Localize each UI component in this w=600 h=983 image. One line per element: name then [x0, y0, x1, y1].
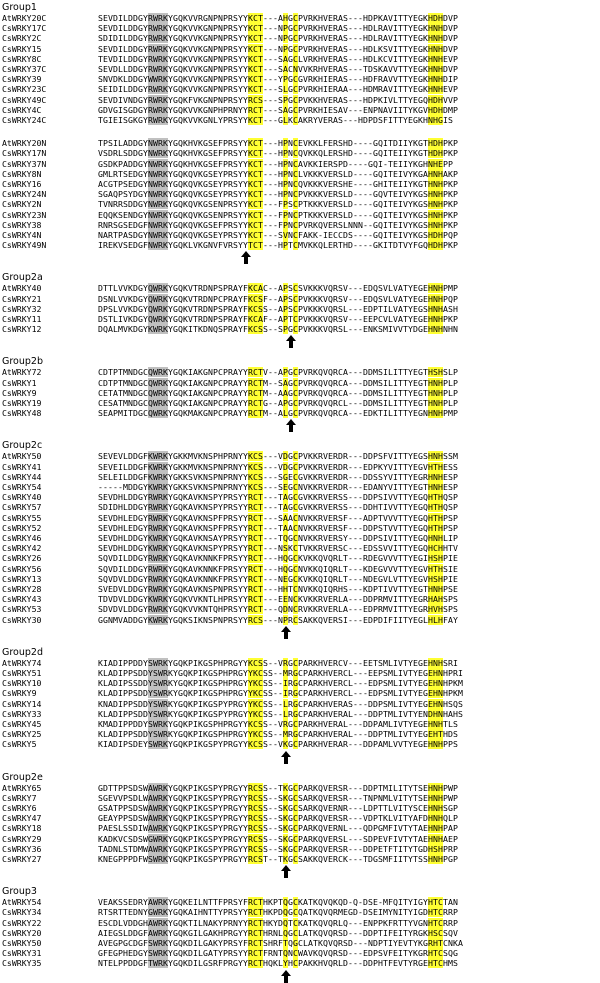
sequence-residues: KLADIPPSDDYSWRKYGQKPIKGSPHPRGYYKCSS--MRGCPARKHVERCL---EEPSMLIVTYEGEHNHPRI	[98, 668, 463, 678]
sequence-name: AtWRKY74	[2, 657, 42, 668]
sequence-name: CsWRKY22	[2, 917, 42, 928]
sequence-name: CsWRKY23N	[2, 209, 47, 220]
sequence-residues: KNADIPPSDDYSWRKYGQKPIKGSPYPRGYYKCSS--LRGCPARKHVERAS---DDPSMLIVTYEGEHNHSQS	[98, 698, 463, 709]
sequence-residues: CDTPTMNDGCQWRKYGQKIAKGNPCPRAYYRCTV--APGCPVRKQVQRCA---DDMSILITTYEGTHSHSLP	[98, 367, 458, 378]
intron-position-arrow-icon	[286, 419, 296, 432]
sequence-residues: SEIDILDDGYRWRKYGQKVVKGNPNPRSYYKCT---SLGCPVRKHIERAA---HDMRAVITTYEGKHNHEVP	[98, 84, 458, 95]
sequence-residues: TDVDVLDDGYKWRKYGQKVVKNTLHPRSYYRCT---EENCKVKKRVERLA---DDPRMVITTYEGRHAHSPS	[98, 594, 458, 605]
group-label: Group2a	[2, 272, 43, 284]
sequence-name: CsWRKY57	[2, 502, 42, 513]
sequence-name: CsWRKY13	[2, 573, 42, 584]
sequence-name: CsWRKY37N	[2, 158, 47, 169]
sequence-name: CsWRKY7	[2, 792, 37, 803]
sequence-residues: SEVDHLDDGYKWRKYGQKAVKNSAYPRSYYRCT---TQGCNVKKRVERSY---DDPSIVITTYEGQHNHLIP	[98, 533, 458, 543]
sequence-name: CsWRKY33	[2, 708, 42, 719]
sequence-name: CsWRKY24C	[2, 115, 47, 125]
sequence-residues: SEVDIVNDGYRWRKYGQKFVKGNPNPRSYYRCS---SPGCPVKKHVERAS---HDPKIVLTTYEGQHDHVVP	[98, 94, 458, 105]
sequence-name: CsWRKY5	[2, 739, 37, 750]
sequence-residues: SEVDHLDDGYKWRKYGQKAVKNSPYPRSYYRCT---NSKCTVKKRVERSC---EDSSVVITTYEGQHCHHTV	[98, 543, 458, 554]
sequence-residues: GSDKPADDGYNWRKYGQKHVKGSEFPRSYYKCT---HPNCAVKKIERSPD----GQI-TEIIYKGHNHEPP	[98, 158, 453, 169]
group-label: Group2c	[2, 440, 43, 452]
sequence-name: CsWRKY8N	[2, 168, 42, 179]
sequence-residues: SEVDHLDDGYRWRKYGQKAVKNSPYPRSYYRCT---TAGCGVKKRVERSS---DDPSIVVTTYEGQHTHQSP	[98, 492, 458, 503]
sequence-name: CsWRKY41	[2, 461, 42, 472]
sequence-name: CsWRKY30	[2, 614, 42, 625]
sequence-residues: DTTLVVKDGYQWRKYGQKVTRDNPSPRAYFKCAC--APSCSVKKKVQRSV---EDQSVLVATYEGEHNHPMP	[98, 283, 458, 294]
sequence-name: CsWRKY17C	[2, 23, 47, 34]
sequence-residues: TEVDILDDGYRWRKYGQKVVKGNPNPRSYYKCT---SAGCLVRKHVERAS---HDLKCVITTYEGKHNHEVP	[98, 53, 458, 64]
sequence-residues: SEVDILDDGYRWRKYGQKVVKGNPNPRSYYKCT---NPGCPVRKHVERAS---HDLRAVITTYEGKHNHDVP	[98, 23, 458, 34]
sequence-residues: -----MDDGYKWRKYGKKSVKNSPNPRNYYKCS---SEGCNVKKRVERDR---EDANYVITTYEGTHNHESP	[98, 482, 458, 492]
sequence-name: CsWRKY1	[2, 377, 37, 388]
sequence-name: CsWRKY23C	[2, 84, 47, 95]
sequence-name: CsWRKY9	[2, 387, 37, 398]
sequence-name: CsWRKY46	[2, 533, 42, 543]
sequence-name: CsWRKY47	[2, 813, 42, 824]
sequence-residues: VEAKSSEDRYAWRKYGQKEILNTTFPRSYFRCTHKPTQGCKATKQVQKQD-Q-DSE-MFQITYIGYHTCTAN	[98, 897, 458, 908]
sequence-name: CsWRKY36	[2, 843, 42, 854]
sequence-residues: TADNLSTDMWAWRKYGQKPIKGSPYPRGYYRCSS--SKGCPARKQVERSR---DDPETFTITYTGDHSHPRP	[98, 843, 458, 854]
group-label: Group2b	[2, 356, 43, 368]
sequence-residues: SEVDHLEDGYRWRKYGQKAVKNSPFPRSYYRCT---TAACNVKKRVERSF---DDPSTVVTTYEGQHTHPSP	[98, 522, 458, 533]
sequence-name: CsWRKY37C	[2, 64, 47, 74]
sequence-residues: GDTTPPSDSWAWRKYGQKPIKGSPYPRGYYRCSS--TKGCPARKQVERSR---DDPTMILITYTSEHNHPWP	[98, 782, 458, 793]
sequence-residues: SDIDHLDDGYRWRKYGQKAVKNSPYPRSYYRCT---TAGCGVKKRVERSS---DDHTIVVTTYEGQHTHQSP	[98, 502, 458, 513]
sequence-residues: DSNLVVKDGYQWRKYGQKVTRDNPCPRAYFKCSF--APSCPVKKKVQRSV---EDQSVLVATYEGEHNHPQP	[98, 293, 458, 304]
sequence-name: CsWRKY50	[2, 938, 42, 948]
sequence-name: AtWRKY50	[2, 451, 42, 462]
sequence-residues: SDVDVLDDGYRWRKYGQKVVKNTQHPRSYYRCT---QDNCRVKKRVERLA---EDPRMVITTYEGRHVHSPS	[98, 604, 458, 615]
sequence-name: AtWRKY40	[2, 283, 42, 294]
sequence-residues: GGNMVADDGYKWRKYGQKSIKNSPNPRSYYRCS---NPRCSAKKQVERSI---EDPDIFIITYEGLHLHFAY	[98, 614, 458, 625]
sequence-residues: PAESLSSDIWAWRKYGQKPIKGSPYPRGYYRCSS--SKGCPARKQVERNL---QDPGMFIVTYTAEHNHPAP	[98, 823, 458, 834]
sequence-name: AtWRKY72	[2, 367, 42, 378]
sequence-residues: ESCDLVDDGHAWRKYGQKTILNAKYPRNYYRCTHKYDQTCKATKQVQRLQ---ENPPKFRTTYVGNHTCRRP	[98, 917, 458, 928]
sequence-residues: SDIDILDDGYRWRKYGQKVVKGNPNPRSYYKCT---NPGCPVRKHVERAS---HDLRAVITTYEGKHNHDVP	[98, 33, 458, 44]
sequence-name: CsWRKY45	[2, 719, 42, 729]
sequence-residues: KLADIPSSDDYSWRKYGQKPIKGSPHPRGYYKCSS--IRGCPARKHVERCL---EDPSMLIVTYEGEHNHPKM	[98, 678, 463, 689]
sequence-residues: SGEVVPSDLWAWRKYGQKPIKGSPYPRGYYRCSS--SKGCSARKQVERSR---TNPNMLVITYTSEHNHPWP	[98, 792, 458, 803]
sequence-name: CsWRKY2C	[2, 33, 42, 44]
sequence-residues: RTSRTTEDNYGWRKYGQKAIHNTTYPRSYYRCTHKPDQGCQATKQVQRMEGD-DSEIMYNITYIGDHTCRRP	[98, 907, 458, 918]
sequence-name: CsWRKY18	[2, 823, 42, 834]
sequence-residues: NTELPPDDGFTWRKYGQKDILGSRFPRGYYRCTHQKLYHCPAKKHVQRLD---DDPHTFEVTYRGEHTCHMS	[98, 958, 458, 969]
sequence-residues: KADKVCSDSWGWRKYGQKPIKGSPYPRGYYRCSS--SKGCPARKQVERSL---SDPEVFIVTYTAEHNHAEP	[98, 833, 458, 844]
sequence-residues: KIADIPSDEYSWRKYGQKPIKGSPYPRGYYKCSS--VKGCPARKHVERAR---DDPAMLVVTYEGEHNHPPS	[98, 739, 458, 750]
sequence-residues: SEVDILDDGYRWRKYGQKVVRGNPNPRSYYKCT---AHGCPVRKHVERAS---HDPKAVITTYEGKHDHDVP	[98, 13, 458, 23]
sequence-name: CsWRKY20	[2, 927, 42, 938]
sequence-residues: SEVEILDDGFKWRKYGKKMVKNSPNPRNYYKCS---VDGCPVKKRVERDR---EDPKYVITTYEGVHTHESS	[98, 461, 458, 472]
sequence-residues: GFEGPHEDGYSWRKYGQKDILGATYPRSYYRCTFRNTQNCWAVKQVQRSD---EDPSVFEITYKGRHTCSQG	[98, 948, 458, 959]
sequence-residues: KLADIPPSDDYSWRKYGQKPIKGSPHPRGYYKCSS--MRGCPARKHVERAL---DDPTMLIVTYEGEHTHDS	[98, 729, 458, 740]
sequence-name: CsWRKY9	[2, 688, 37, 699]
intron-position-arrow-icon	[281, 626, 291, 639]
sequence-name: CsWRKY56	[2, 563, 42, 574]
sequence-residues: TVNRRSDDGYNWRKYGQKQVKGSENPRSYYKCT---FPSCPTKKKVERSLD----GQITEIVYKGSHNHPKP	[98, 199, 458, 210]
sequence-name: CsWRKY14	[2, 698, 42, 709]
sequence-name: AtWRKY65	[2, 782, 42, 793]
sequence-name: CsWRKY10	[2, 678, 42, 689]
sequence-residues: AVEGPGCDGFSWRKYGQKDILGAKYPRSYFRCTSHRFTQGCLATKQVQRSD---NDPTIYEVTYKGRHTCNKA	[98, 938, 463, 948]
sequence-residues: NARTPASDGYNWRKYGQKQVKGSEYPRSYYKCT---SVNCFAKK-IECCDS----GQITEIVYKGSHDHPQP	[98, 230, 458, 240]
sequence-residues: DQALMVKDGYKWRKYGQKITKDNQSPRAYFKCSS--SPGCPVKKKVQRSL---ENKSMIVVTYDGEHNHNHN	[98, 324, 458, 335]
sequence-residues: EQQKSENDGYNWRKYGQKQVKGSENPRSYYKCT---FPNCPTKKKVERSLD----GQITEIVYKGSHNHPKP	[98, 209, 458, 220]
sequence-name: CsWRKY40	[2, 492, 42, 503]
sequence-name: CsWRKY6	[2, 803, 37, 813]
sequence-residues: IREKVSEDGFNWRKYGQKLVKGNVFVRSYYTCT---HPTCMVKKQLERTHD----GKITDTVYFGQHDHPKP	[98, 240, 458, 251]
group-label: Group2d	[2, 646, 43, 658]
sequence-name: CsWRKY44	[2, 471, 42, 482]
sequence-residues: SNVDKLDDGYWWRKYGQKVVKGNPNPRSYYKCT---YPGCGVRKHIERAS---HDFRAVVTTYEGKHNHDIP	[98, 74, 458, 85]
sequence-name: CsWRKY48	[2, 408, 42, 419]
intron-position-arrow-icon	[281, 865, 291, 878]
sequence-name: CsWRKY24N	[2, 189, 47, 200]
group-label: Group1	[2, 2, 37, 13]
intron-position-arrow-icon	[281, 970, 291, 983]
sequence-residues: SEVEVLDDGFKWRKYGKKMVKNSPHPRNYYKCS---VDGCPVKKRVERDR---DDPSFVITTYEGSHNHSSM	[98, 451, 458, 462]
sequence-name: CsWRKY32	[2, 303, 42, 314]
sequence-residues: KLADIPPSDDYSWRKYGQKPIKGSPHPRGYYKCSS--IRGCPARKHVERCL---EDPSMLIVTYEGEHNHPKM	[98, 688, 463, 699]
sequence-name: CsWRKY29	[2, 833, 42, 844]
intron-position-arrow-icon	[281, 751, 291, 764]
sequence-residues: GSATPPSDSWAWRKYGQKPIKGSPYPRGYYRCSS--SKGCSARKQVERNR---LDPTTLVITYSCEHNHSGP	[98, 803, 458, 813]
sequence-name: CsWRKY42	[2, 543, 42, 554]
sequence-residues: GEAYPPSDSWAWRKYGQKPIKGSPYPRGYYRCSS--SKGCPARKQVERSR---VDPTKLVITYAFDHNHQLP	[98, 813, 458, 824]
sequence-residues: CESATMNDGCQWRKYGQKIAKGNPCPRAYYRCTG--APGCPVRKQVQRCL---DDMSILITTYEGTHNHPLP	[98, 398, 458, 408]
sequence-residues: VSDRLSDDGYNWRKYGQKHVKGSEFPRSYYKCT---HPNCQVKKQLERSHD----GQITEIIYKGTHDHPKP	[98, 148, 458, 159]
intron-position-arrow-icon	[286, 335, 296, 348]
sequence-residues: KMADIPPDDYSWRKYGQKPIKGSPHPRGYYKCSS--VRGCPARKHVERAL---DDPAMLIVTYEGEHNHTLS	[98, 719, 458, 729]
sequence-residues: TGIEISGKGYRWRKYGQKVVKGNLYPRSYYKCT---GLKCAKRYVERAS---HDPDSFITTYEGKHNHGIS	[98, 115, 453, 125]
sequence-name: CsWRKY17N	[2, 148, 47, 159]
sequence-residues: CDTPTMNDGCQWRKYGQKIAKGNPCPRAYYRCTM--SAGCPVRKQVQRCA---DDMSILITTYEGTHNHPLP	[98, 377, 458, 388]
sequence-name: CsWRKY16	[2, 179, 42, 189]
sequence-name: AtWRKY20N	[2, 138, 47, 149]
sequence-name: CsWRKY43	[2, 594, 42, 605]
sequence-residues: KIADIPPDDYSWRKYGQKPIKGSPHPRGYYKCSS--VRGCPARKHVERCV---EETSMLIVTYEGEHNHSRI	[98, 657, 458, 668]
sequence-residues: SEVDILDDGYRWRKYGQKVVKGNPNPRSYYKCT---NPGCPVRKHVERAS---HDLKSVITTYEGKHNHDVP	[98, 43, 458, 54]
sequence-name: CsWRKY21	[2, 293, 42, 304]
sequence-name: CsWRKY12	[2, 324, 42, 335]
sequence-residues: KLADIPPSDDYSWRKYGQKPIKGSPYPRGYYKCSS--LRGCPARKHVERAL---DDPTMLIVTYENDHNHAHS	[98, 708, 463, 719]
sequence-residues: RNRSGSEDGFNWRKYGQKQVKGSEFPRSYYKCT---FPNCPVRKQVERSLNNN--GQITEIVYKGSHNHPKP	[98, 219, 458, 230]
group-label: Group2e	[2, 771, 43, 783]
sequence-residues: SVEDVLDDGYRWRKYGQKAVKNSPNPRSYYRCT---HHTCNVKKQIQRHS---KDPTIVVTTYEGTHNHPSE	[98, 584, 458, 594]
sequence-residues: ACGTPSEDGYNWRKYGQKQVKGSEYPRSYYKCT---HPNCQVKKKVERSHE----GHITEIIYKGTHNHPKP	[98, 179, 458, 189]
sequence-name: CsWRKY38	[2, 219, 42, 230]
sequence-residues: SEVDHLEDGYRWRKYGQKAVKNSPFPRSYYRCT---SAACNVKKRVERSF---ADPTVVVTTYEGQHTHPSP	[98, 512, 458, 523]
sequence-residues: SQVDILDDGYRWRKYGQKAVKNNKFPRSYYRCT---HQGCNVKKQIQRLT---KDEGVVVTTYEGVHTHSIE	[98, 563, 458, 574]
sequence-residues: GDVGISGDGYRWRKYGQKVVKGNPHPRNYYRCT---SAGCPVRKHIESAV---ENPNAVIITYKGVHDHDMP	[98, 104, 458, 115]
sequence-name: CsWRKY2N	[2, 199, 42, 210]
sequence-name: CsWRKY4N	[2, 230, 42, 240]
sequence-residues: DPSLVVKDGYQWRKYGQKVTRDNPSPRAYFKCSS--APSCPVKKKVQRSL---EDPTILVATYEGSHNHASH	[98, 303, 458, 314]
sequence-name: CsWRKY49C	[2, 94, 47, 105]
sequence-residues: SQVDILDDGYRWRKYGQKAVKNNKFPRSYYRCT---HQGCKVKKQVQRLT---RDEGVVVTTYEGIHSHPIE	[98, 553, 458, 564]
sequence-residues: SQVDVLDDGYRWRKYGQKAVKNNKFPRSYYRCT---NEGCKVKKQIQRLT---NDEGVLVTTYEGVHSHPIE	[98, 573, 458, 584]
sequence-name: CsWRKY11	[2, 314, 42, 324]
sequence-name: AtWRKY54	[2, 897, 42, 908]
sequence-name: CsWRKY53	[2, 604, 42, 615]
sequence-residues: SEAPMITDGCQWRKYGQKMAKGNPCPRAYYRCTM--ALGCPVRKQVQRCA---EDKTILITTYEGNHNHPMP	[98, 408, 458, 419]
sequence-residues: TPSILADDGYNWRKYGQKHVKGSEFPRSYYKCT---HPNCEVKKLFERSHD----GQITDIIYKGTHDHPKP	[98, 138, 458, 149]
sequence-name: CsWRKY34	[2, 907, 42, 918]
sequence-name: CsWRKY27	[2, 854, 42, 864]
sequence-name: CsWRKY52	[2, 522, 42, 533]
sequence-name: CsWRKY55	[2, 512, 42, 523]
sequence-residues: CETATMNDGCQWRKYGQKIAKGNPCPRAYYRCTM--AAGCPVRKQVQRCA---DDMSILITTYEGTHNHPLP	[98, 387, 458, 398]
sequence-name: CsWRKY19	[2, 398, 42, 408]
sequence-name: CsWRKY4C	[2, 104, 42, 115]
sequence-name: CsWRKY28	[2, 584, 42, 594]
sequence-name: CsWRKY31	[2, 948, 42, 959]
sequence-name: CsWRKY15	[2, 43, 42, 54]
sequence-residues: SEVDLLDDGYRWRKYGQKVVKGNPNPRSYYKCT---SACNVVKRHVERAS---TDSKAVVTTYEGKHNHDVP	[98, 64, 458, 74]
sequence-residues: KNEGPPPDFWSWRKYGQKPIKGSPYPRGYYRCST--TKGCSAKKQVERCK---TDGSMFIITYTSSHNHPGP	[98, 854, 458, 864]
sequence-residues: SELEILDDGFKWRKYGKKSVKNSPNPRNYYKCS---SGECGVKKRVERDR---DDSSYVITTYEGRHNHESP	[98, 471, 458, 482]
sequence-name: CsWRKY49N	[2, 240, 47, 251]
sequence-name: CsWRKY51	[2, 668, 42, 678]
sequence-name: CsWRKY26	[2, 553, 42, 564]
sequence-residues: AIEGSLDDGFAWRKYGQKGILGAKHPRGYYRCTHRNLQGCLATKQVQRSD---DDPTIFEITYRGKHSCSQV	[98, 927, 458, 938]
sequence-name: CsWRKY54	[2, 482, 42, 492]
sequence-name: CsWRKY8C	[2, 53, 42, 64]
group-label: Group3	[2, 886, 37, 898]
sequence-name: CsWRKY25	[2, 729, 42, 740]
sequence-residues: SGAQPSYDGYNWRKYGQKQVKGSEYPRSYYKCT---HPNCPVKKKVERSLD----GQVTEIVYKGSHNHPKP	[98, 189, 458, 200]
sequence-name: AtWRKY20C	[2, 13, 47, 23]
sequence-residues: GMLRTSEDGYNWRKYGQKQVKGSEYPRSYYKCT---HPNCLVKKKVERSLD----GQITEIVYKGAHNHAKP	[98, 168, 458, 179]
sequence-residues: DSTLIVKDGYQWRKYGQKVTRDNPSPRAYFKCAF--APTCPVKKKVQRSV---EEPCVLVATYEGEHNHPKP	[98, 314, 458, 324]
sequence-name: CsWRKY39	[2, 74, 42, 85]
intron-position-arrow-icon	[241, 251, 251, 264]
sequence-name: CsWRKY35	[2, 958, 42, 969]
